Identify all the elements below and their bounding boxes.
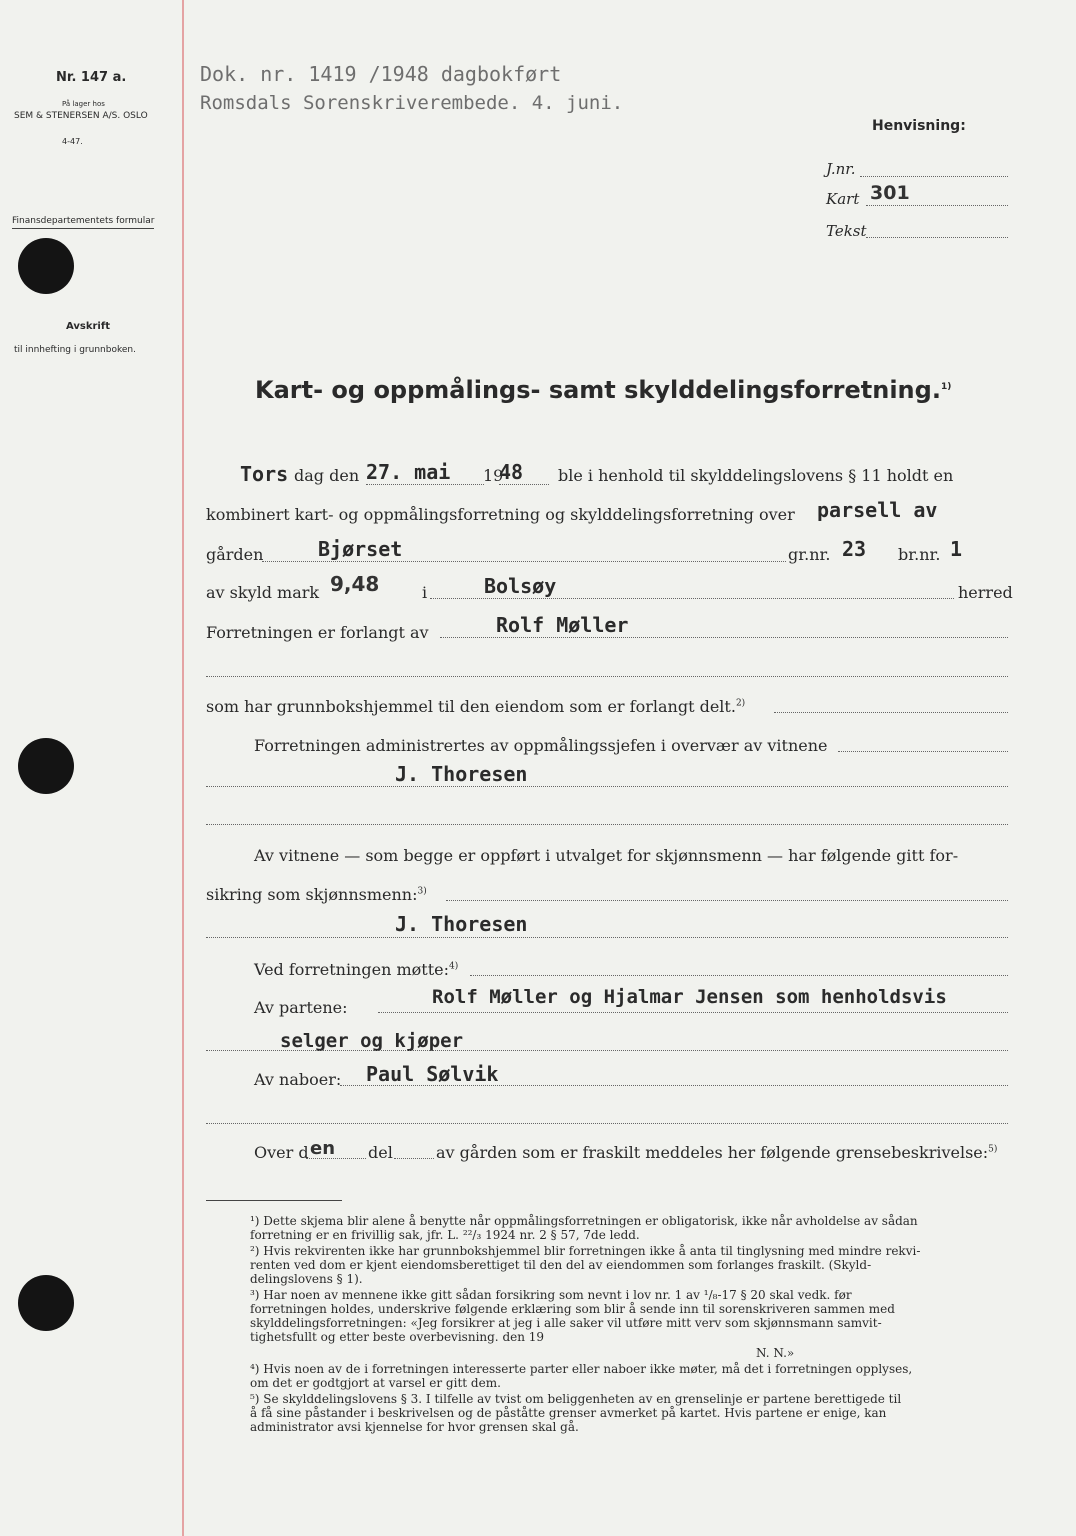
formular-label: Finansdepartementets formular xyxy=(12,216,154,229)
skjonn-value: J. Thoresen xyxy=(395,912,528,936)
grnr-label: gr.nr. xyxy=(788,545,831,564)
footnote-2a: ²) Hvis rekvirenten ikke har grunnbokshjemmel blir forretningen ikke å anta til tinglysning med mindre rekvi- xyxy=(250,1244,921,1258)
blank-line-2 xyxy=(206,824,1008,825)
registration-stamp-line-2: Romsdals Sorenskriverembede. 4. juni. xyxy=(200,92,624,114)
del-label: del xyxy=(368,1143,393,1162)
skjonn-line xyxy=(206,937,1008,938)
footnote-rule xyxy=(206,1200,342,1201)
over-den-value: en xyxy=(310,1138,336,1159)
line2-text: kombinert kart- og oppmålingsforretning og skylddelingsforretning over xyxy=(206,505,795,524)
vitnene-line-1: Av vitnene — som begge er oppført i utvalget for skjønnsmenn — har følgende gitt for- xyxy=(254,846,959,865)
del-line xyxy=(394,1158,434,1159)
line1-rest: ble i henhold til skylddelingslovens § 11 holdt en xyxy=(558,466,954,485)
herred-value: Bolsøy xyxy=(484,574,557,598)
printer-line-1: På lager hos xyxy=(62,100,105,108)
forlangt-label: Forretningen er forlangt av xyxy=(206,623,429,642)
over-den-label: Over d xyxy=(254,1143,309,1162)
footnote-1b: forretning er en frivillig sak, jfr. L. ²²/₃ 1924 nr. 2 § 57, 7de ledd. xyxy=(250,1228,640,1242)
blank-line xyxy=(206,676,1008,677)
naboer-label: Av naboer: xyxy=(254,1070,342,1089)
vitnene-line xyxy=(446,900,1008,901)
footnote-1a: ¹) Dette skjema blir alene å benytte når oppmålingsforretningen er obligatorisk, ikke når avholdelse av sådan xyxy=(250,1214,918,1228)
footnote-5c: administrator avsi kjennelse for hvor grensen skal gå. xyxy=(250,1420,579,1434)
kart-label: Kart xyxy=(826,190,860,208)
partene-line-2: selger og kjøper xyxy=(280,1030,464,1052)
grunnbok-text: som har grunnbokshjemmel til den eiendom som er forlangt delt.$^{2)}$ xyxy=(206,697,746,716)
footnote-2b: renten ved dom er kjent eiendomsberettiget til den del av eiendommen som forlanges fraskilt. (Skyld- xyxy=(250,1258,872,1272)
year-line xyxy=(499,484,549,485)
date-value: 27. mai xyxy=(366,460,451,484)
garden-line xyxy=(262,561,786,562)
footnote-3a: ³) Har noen av mennene ikke gitt sådan forsikring som nevnt i lov nr. 1 av ¹/₈-17 § 20 skal vedk. før xyxy=(250,1288,852,1302)
blank-line-3 xyxy=(206,1123,1008,1124)
footnote-2c: delingslovens § 1). xyxy=(250,1272,363,1286)
grunnbok-line xyxy=(774,712,1008,713)
over-value: parsell av xyxy=(817,498,938,522)
forlangt-value: Rolf Møller xyxy=(496,613,629,637)
dag-label: dag den xyxy=(294,466,360,485)
footnote-4a: ⁴) Hvis noen av de i forretningen interesserte parter eller naboer ikke møter, må det i forretningen opplyses, xyxy=(250,1362,913,1376)
admin-line xyxy=(838,751,1008,752)
garden-value: Bjørset xyxy=(318,537,403,561)
day-prefix: Tors xyxy=(240,462,289,486)
naboer-value: Paul Sølvik xyxy=(366,1062,499,1086)
footnote-4b: om det er godtgjort at varsel er gitt dem. xyxy=(250,1376,501,1390)
document-title: Kart- og oppmålings- samt skylddelingsforretning.$^{1)}$ xyxy=(255,376,952,404)
partene-line xyxy=(378,1012,1008,1013)
vitne-value: J. Thoresen xyxy=(395,762,528,786)
form-number: Nr. 147 a. xyxy=(56,70,127,85)
herred-line xyxy=(430,598,954,599)
forlangt-line xyxy=(440,637,1008,638)
henvisning-label: Henvisning: xyxy=(872,118,966,134)
margin-rule xyxy=(182,0,184,1536)
skyld-value: 9,48 xyxy=(330,572,380,596)
tekst-label: Tekst xyxy=(826,222,867,240)
footnote-5b: å få sine påstander i beskrivelsen og de påståtte grenser avmerket på kartet. Hvis partene er enige, kan xyxy=(250,1406,887,1420)
jnr-line xyxy=(860,176,1008,177)
garden-label: gården xyxy=(206,545,264,564)
jnr-label: J.nr. xyxy=(826,160,856,178)
vitnene-line-2: sikring som skjønnsmenn:$^{3)}$ xyxy=(206,885,427,904)
footnote-3b: forretningen holdes, underskrive følgende erklæring som blir å sende inn til sorenskriveren sammen med xyxy=(250,1302,895,1316)
printer-date: 4-47. xyxy=(62,137,83,146)
skyld-label: av skyld mark xyxy=(206,583,320,602)
punch-hole xyxy=(18,738,74,794)
mote-text: Ved forretningen møtte:$^{4)}$ xyxy=(254,960,459,979)
avskrift-label: Avskrift xyxy=(66,321,110,332)
kart-value: 301 xyxy=(870,182,910,204)
brnr-label: br.nr. xyxy=(898,545,941,564)
naboer-line xyxy=(340,1085,1008,1086)
over-den-line xyxy=(306,1158,366,1159)
partene-line-b xyxy=(206,1050,1008,1051)
partene-label: Av partene: xyxy=(254,998,348,1017)
herred-label: herred xyxy=(958,583,1013,602)
year-value: 48 xyxy=(499,460,524,484)
year-prefix: 19 xyxy=(483,466,504,485)
footnote-5a: ⁵) Se skylddelingslovens § 3. I tilfelle av tvist om beliggenheten av en grenselinje er partene berettigede til xyxy=(250,1392,902,1406)
date-line xyxy=(366,484,484,485)
tekst-line xyxy=(866,237,1008,238)
partene-line-1: Rolf Møller og Hjalmar Jensen som henholdsvis xyxy=(432,986,947,1008)
grnr-value: 23 xyxy=(842,537,867,561)
punch-hole xyxy=(18,1275,74,1331)
mote-line xyxy=(470,975,1008,976)
footnote-nn: N. N.» xyxy=(756,1346,795,1360)
avskrift-sub: til innhefting i grunnboken. xyxy=(14,345,136,355)
punch-hole xyxy=(18,238,74,294)
brnr-value: 1 xyxy=(950,537,963,561)
printer-line-2: SEM & STENERSEN A/S. OSLO xyxy=(14,111,148,121)
grense-text: av gården som er fraskilt meddeles her følgende grensebeskrivelse:$^{5)}$ xyxy=(436,1143,998,1162)
vitne-line xyxy=(206,786,1008,787)
registration-stamp-line-1: Dok. nr. 1419 /1948 dagbokført xyxy=(200,62,562,86)
kart-line xyxy=(866,205,1008,206)
i-label: i xyxy=(422,583,428,602)
footnote-3c: skylddelingsforretningen: «Jeg forsikrer at jeg i alle saker vil utføre mitt verv som skjønnsmann samvit- xyxy=(250,1316,882,1330)
footnote-3d: tighetsfullt og etter beste overbevisning. den 19 xyxy=(250,1330,545,1344)
admin-text: Forretningen administrertes av oppmålingssjefen i overvær av vitnene xyxy=(254,736,828,755)
